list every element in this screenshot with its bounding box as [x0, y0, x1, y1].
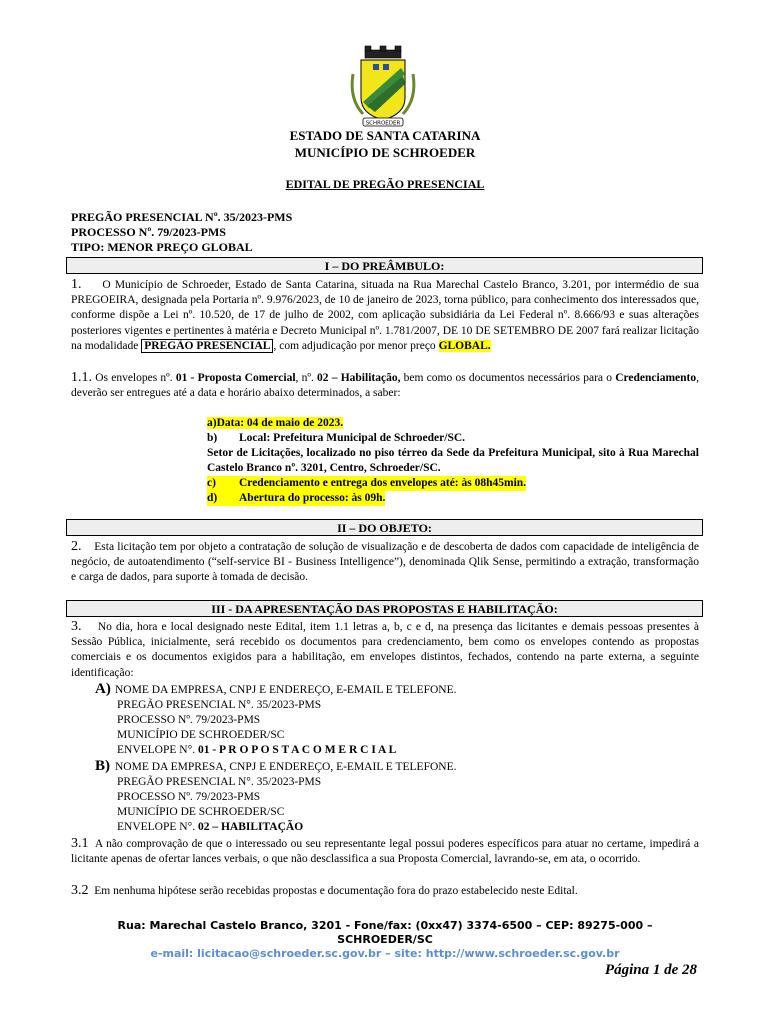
section-header-preambulo: I – DO PREÂMBULO: [66, 257, 703, 274]
footer-contact-link[interactable]: e-mail: licitacao@schroeder.sc.gov.br – site: http://www.schroeder.sc.gov.br [150, 947, 620, 960]
footer-city: SCHROEDER/SC [337, 933, 433, 946]
footer-address: Rua: Marechal Castelo Branco, 3201 - Fone/fax: (0xx47) 3374-6500 – CEP: 89275-000 – [117, 919, 653, 932]
coat-of-arms-logo [343, 44, 423, 130]
schedule-abertura: Abertura do processo: às 09h. [239, 492, 386, 504]
modalidade-box: PREGÃO PRESENCIAL [141, 339, 273, 353]
paragraph-3-2: 3.2 Em nenhuma hipótese serão recebidas propostas e documentação fora do prazo estabelecido neste Edital. [71, 883, 578, 898]
schedule-sector: Setor de Licitações, localizado no piso térreo da Sede da Prefeitura Municipal, sito à Rua Marechal Castelo Branco nº. 3201, Centro, Schroeder/SC. [207, 447, 699, 474]
pregao-number: PREGÃO PRESENCIAL Nº. 35/2023-PMS [71, 210, 293, 224]
municipality-heading: MUNICÍPIO DE SCHROEDER [294, 145, 476, 160]
paragraph-1: 1. O Município de Schroeder, Estado de Santa Catarina, situada na Rua Marechal Castelo Branco, 3.201, por intermédio de sua PREGOEIRA, designada pela Portaria nº. 9.976/2023, de 10 de janeiro de 2023, torna público, para conhecimento dos interessados que, conforme dispõe a Lei nº. 10.520, de 17 de julho de 2002, com aplicação subsidiária da Lei Federal nº. 8.666/93 e suas alterações posteriores vigentes e pertinentes à matéria e Decreto Municipal nº. 1.781/2007, DE 10 DE SETEMBRO DE 2007 fará realizar licitação na modalidade PREGÃO PRESENCIAL , com adjudicação por menor preço GLOBAL. [71, 277, 700, 352]
schedule-credenciamento: Credenciamento e entrega dos envelopes até: às 08h45min. [239, 477, 527, 489]
schedule-date: a)Data: 04 de maio de 2023. [207, 417, 344, 429]
section-header-objeto: II – DO OBJETO: [66, 519, 703, 536]
paragraph-3-1: 3.1 A não comprovação de que o interessado ou seu representante legal possui poderes específicos para atuar no certame, impedirá a licitante apenas de ofertar lances verbais, o que não desclassifica a sua Proposta Comercial, lavrando-se, em ata, o ocorrido. [71, 836, 699, 866]
envelope-b-letter: B) [95, 758, 110, 774]
paragraph-3: 3. No dia, hora e local designado neste Edital, item 1.1 letras a, b, c e d, na presença das licitantes e demais pessoas presentes à Sessão Pública, inicialmente, será recebido os documentos para credenciamento, bem como os envelopes contendo as propostas comerciais e os documentos exigidos para a habilitação, em envelopes distintos, fechados, contendo na parte externa, a seguinte identificação: [71, 619, 699, 679]
tipo-label: TIPO: MENOR PREÇO GLOBAL [71, 240, 253, 254]
envelope-b-block: B) NOME DA EMPRESA, CNPJ E ENDEREÇO, E-EMAIL E TELEFONE. PREGÃO PRESENCIAL N°. 35/2023-PMS PROCESSO Nº. 79/2023-PMS MUNICÍPIO DE SCHROEDER/SC ENVELOPE N°. 02 – HABILITAÇÃO [71, 759, 699, 835]
paragraph-1-1: 1.1. Os envelopes nº. 01 - Proposta Comercial, nº. 02 – Habilitação, bem como os documentos necessários para o Credenciamento, deverão ser entregues até a data e horário abaixo determinados, a saber: [71, 370, 700, 400]
section-header-apresentacao: III - DA APRESENTAÇÃO DAS PROPOSTAS E HABILITAÇÃO: [66, 600, 703, 617]
state-heading: ESTADO DE SANTA CATARINA [289, 128, 481, 143]
processo-number: PROCESSO Nº. 79/2023-PMS [71, 225, 226, 239]
edital-title: EDITAL DE PREGÃO PRESENCIAL [285, 177, 485, 191]
svg-text:SCHROEDER: SCHROEDER [365, 120, 401, 127]
schedule-block: a)Data: 04 de maio de 2023. b) Local: Prefeitura Municipal de Schroeder/SC. Setor de Licitações, localizado no piso térreo da Sede da Prefeitura Municipal, sito à Rua Marechal Castelo Branco nº. 3201, Centro, Schroeder/SC. c) Credenciamento e entrega dos envelopes até: às 08h45min. d) Abertura do processo: às 09h. [207, 417, 699, 504]
page-number: Página 1 de 28 [604, 962, 697, 978]
envelope-a-letter: A) [95, 681, 111, 697]
paragraph-2: 2. Esta licitação tem por objeto a contratação de solução de visualização e de descoberta de dados com capacidade de inteligência de negócio, de autoatendimento (“self-service BI - Business Intelligence”), denominada Qlik Sense, permitindo a extração, transformação e carga de dados, para suporte à tomada de decisão. [71, 539, 700, 584]
envelope-a-block: A) NOME DA EMPRESA, CNPJ E ENDEREÇO, E-EMAIL E TELEFONE. PREGÃO PRESENCIAL N°. 35/2023-PMS PROCESSO Nº. 79/2023-PMS MUNICÍPIO DE SCHROEDER/SC ENVELOPE N°. 01 - P R O P O S T A C O M E R C I A L [71, 682, 699, 758]
schedule-location: Local: Prefeitura Municipal de Schroeder/SC. [239, 432, 466, 444]
